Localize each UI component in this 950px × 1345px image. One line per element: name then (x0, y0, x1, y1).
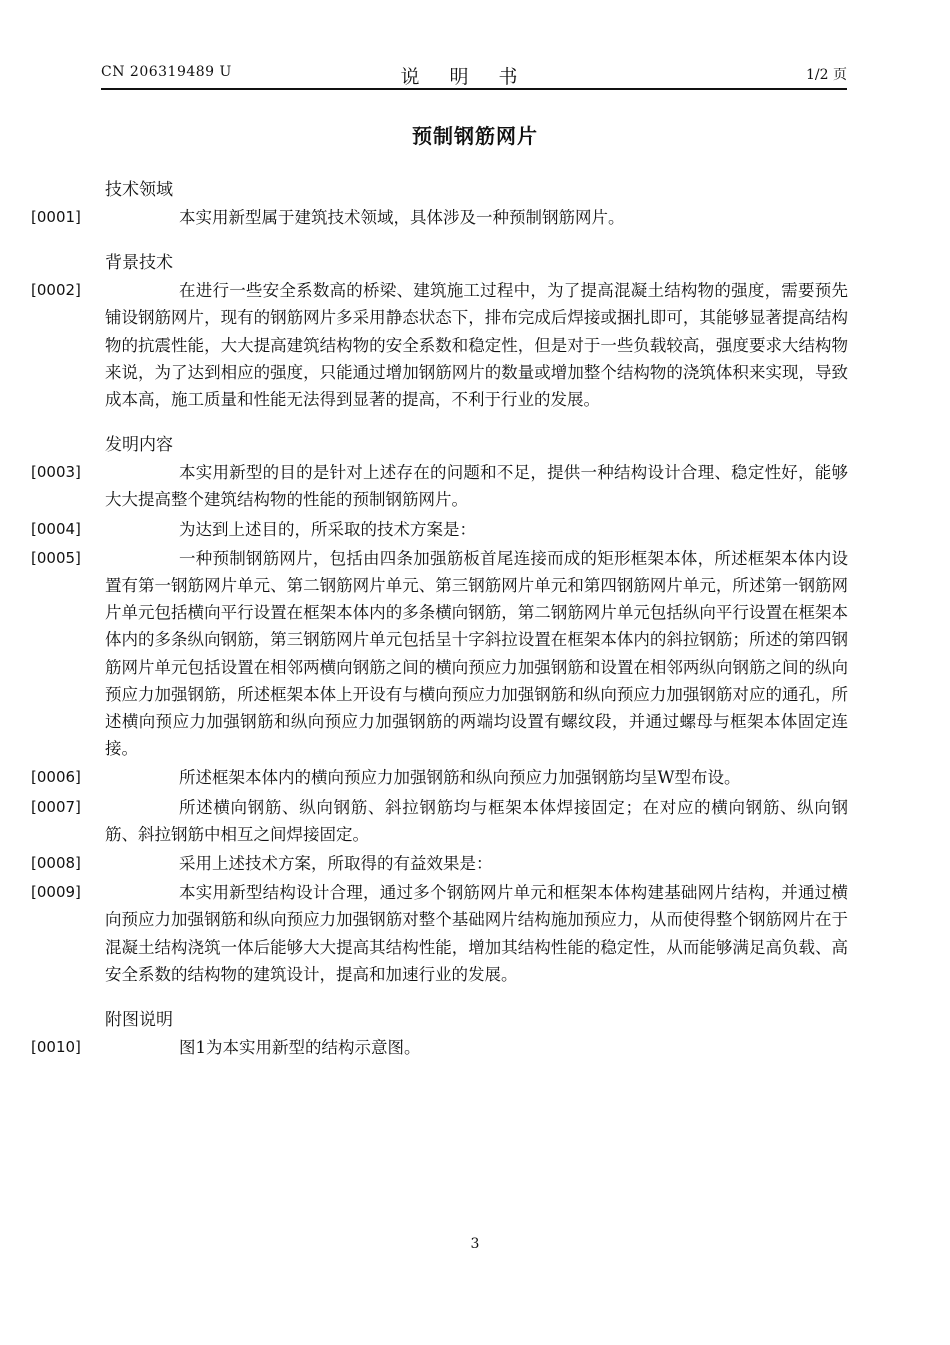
paragraph-number: [0008] (31, 854, 81, 873)
paragraph-0009 (31, 879, 848, 988)
paragraph-text: 图1为本实用新型的结构示意图。 (179, 1038, 421, 1058)
document-title: 预制钢筋网片 (412, 124, 538, 148)
paragraph-text: 所述横向钢筋、纵向钢筋、斜拉钢筋均与框架本体焊接固定；在对应的横向钢筋、纵向钢筋、斜拉钢筋中相互之间焊接固定。 (105, 797, 848, 844)
paragraph-text: 为达到上述目的，所采取的技术方案是： (179, 519, 476, 539)
paragraph-number: [0006] (31, 768, 81, 787)
document-body (31, 176, 848, 1063)
paragraph-0010 (31, 1034, 848, 1061)
paragraph-number: [0010] (31, 1038, 81, 1057)
paragraph-number: [0001] (31, 208, 81, 226)
page-indicator: 1/2 页 (806, 67, 847, 83)
paragraph-0005 (31, 545, 848, 763)
paragraph-text: 本实用新型的目的是针对上述存在的问题和不足，提供一种结构设计合理、稳定性好，能够大大提高整个建筑结构物的性能的预制钢筋网片。 (105, 463, 848, 510)
paragraph-number: [0004] (31, 519, 81, 538)
paragraph-0002 (31, 277, 848, 413)
paragraph-number: [0002] (31, 281, 81, 300)
paragraph-text: 采用上述技术方案，所取得的有益效果是： (179, 854, 493, 874)
paragraph-0008 (31, 850, 848, 877)
section-heading: 附图说明 (105, 1010, 173, 1031)
section-heading: 背景技术 (105, 253, 173, 274)
paragraph-text: 所述框架本体内的横向预应力加强钢筋和纵向预应力加强钢筋均呈W型布设。 (179, 768, 741, 788)
section-drawings (31, 1006, 848, 1061)
paragraph-number: [0005] (31, 548, 81, 567)
paragraph-text: 在进行一些安全系数高的桥梁、建筑施工过程中，为了提高混凝土结构物的强度，需要预先铺设钢筋网片，现有的钢筋网片多采用静态状态下，排布完成后焊接或捆扎即可，其能够显著提高结构物的抗震性能，大大提高建筑结构物的安全系数和稳定性，但是对于一些负载较高，强度要求大结构物来说，为了达到相应的强度，只能通过增加钢筋网片的数量或增加整个结构物的浇筑体积来实现，导致成本高，施工质量和性能无法得到显著的提高，不利于行业的发展。 (105, 281, 848, 410)
paragraph-number: [0007] (31, 797, 81, 816)
section-summary (31, 431, 848, 988)
section-heading: 技术领域 (105, 180, 173, 200)
paragraph-text: 本实用新型属于建筑技术领域，具体涉及一种预制钢筋网片。 (179, 208, 625, 227)
paragraph-text: 一种预制钢筋网片，包括由四条加强筋板首尾连接而成的矩形框架本体，所述框架本体内设置有第一钢筋网片单元、第二钢筋网片单元、第三钢筋网片单元和第四钢筋网片单元，所述第一钢筋网片单元包括横向平行设置在框架本体内的多条横向钢筋，第二钢筋网片单元包括纵向平行设置在框架本体内的多条纵向钢筋，第三钢筋网片单元包括呈十字斜拉设置在框架本体内的斜拉钢筋；所述的第四钢筋网片单元包括设置在相邻两横向钢筋之间的横向预应力加强钢筋和设置在相邻两纵向钢筋之间的纵向预应力加强钢筋，所述框架本体上开设有与横向预应力加强钢筋和纵向预应力加强钢筋对应的通孔，所述横向预应力加强钢筋和纵向预应力加强钢筋的两端均设置有螺纹段，并通过螺母与框架本体固定连接。 (105, 548, 848, 759)
paragraph-text: 本实用新型结构设计合理，通过多个钢筋网片单元和框架本体构建基础网片结构，并通过横向预应力加强钢筋和纵向预应力加强钢筋对整个基础网片结构施加预应力，从而使得整个钢筋网片在于混凝土结构浇筑一体后能够大大提高其结构性能，增加其结构性能的稳定性，从而能够满足高负载、高安全系数的结构物的建筑设计，提高和加速行业的发展。 (105, 883, 848, 984)
paragraph-0007 (31, 794, 848, 848)
section-technical-field (31, 176, 848, 231)
paragraph-0004 (31, 516, 848, 543)
paragraph-0001 (31, 204, 848, 231)
page-number: 3 (470, 1236, 480, 1252)
section-heading: 发明内容 (105, 435, 173, 456)
paragraph-0003 (31, 459, 848, 513)
paragraph-number: [0009] (31, 883, 81, 902)
paragraph-number: [0003] (31, 463, 81, 482)
paragraph-0006 (31, 764, 848, 791)
patent-number: CN 206319489 U (101, 64, 232, 80)
section-background (31, 249, 848, 413)
document-type: 说明书 (400, 66, 548, 88)
page-header (101, 62, 847, 90)
